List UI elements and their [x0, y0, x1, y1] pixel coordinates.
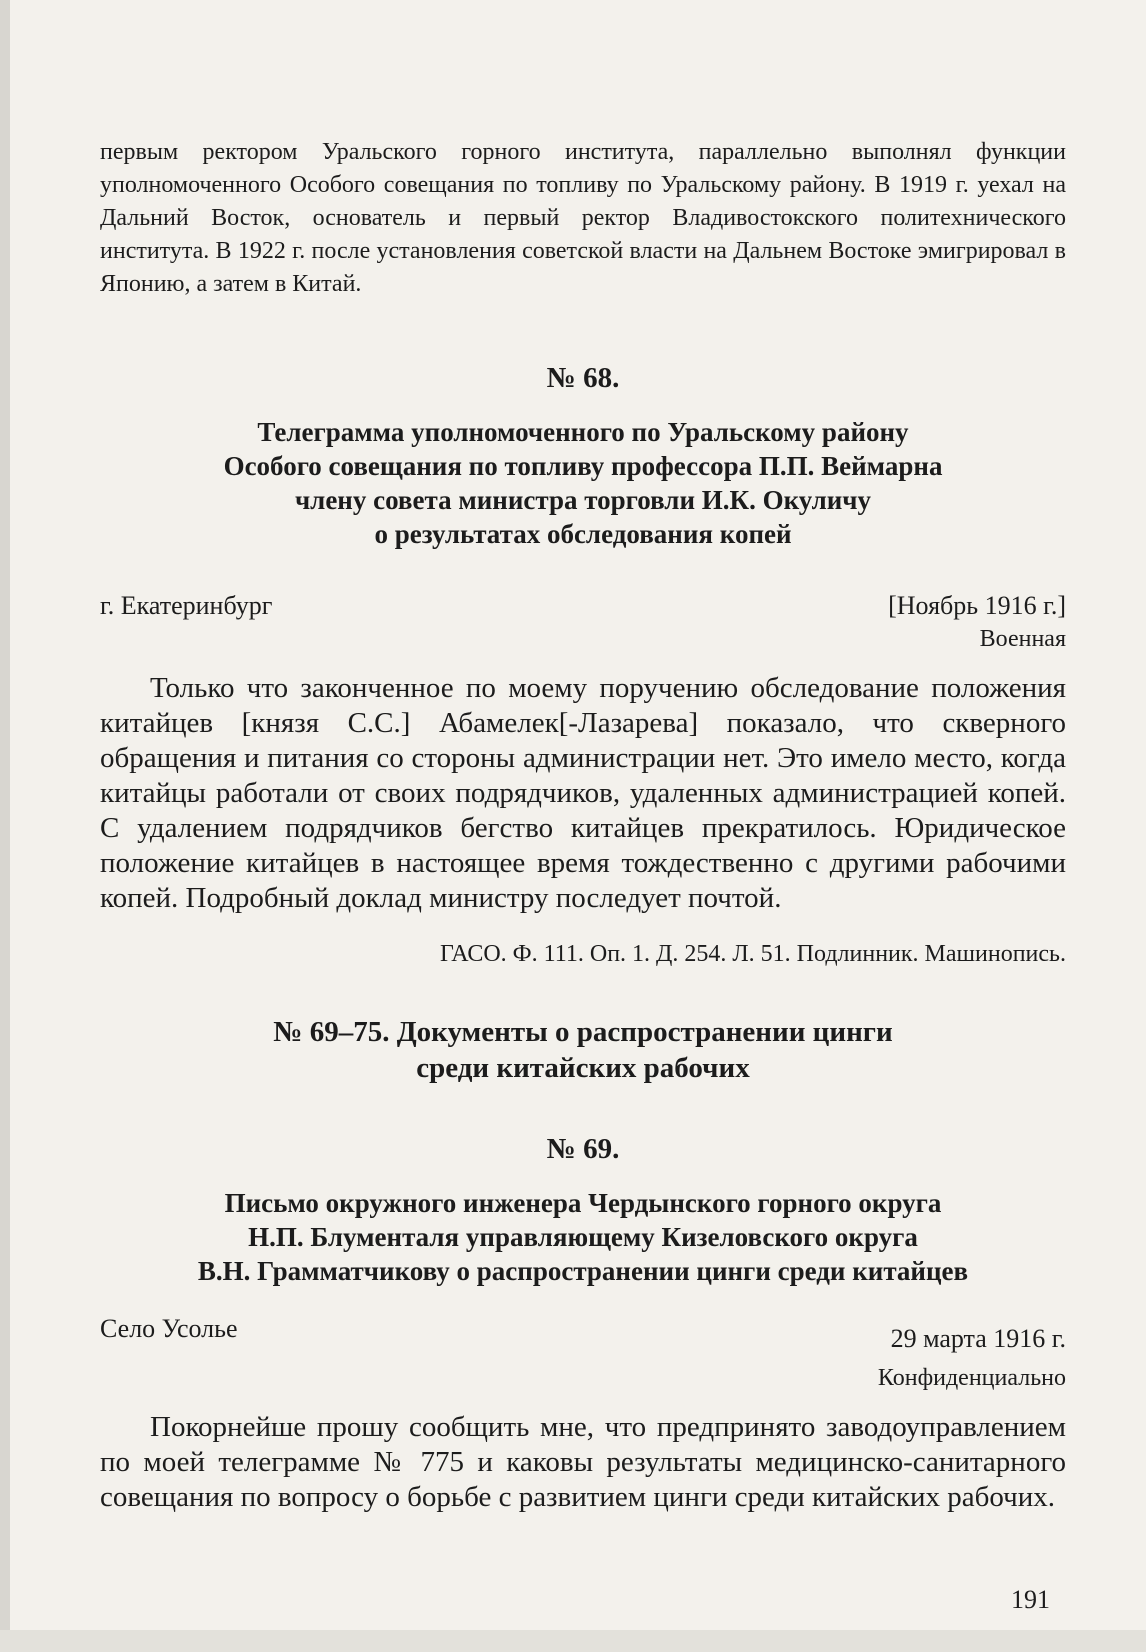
- doc69-body: [100, 1410, 1066, 1515]
- group-title-line: среди китайских рабочих: [416, 1052, 750, 1084]
- doc69-place: Село Усолье: [100, 1314, 238, 1343]
- intro-note-text: первым ректором Уральского горного института, параллельно выполнял функции уполномоченного Особого совещания по топливу по Уральскому району. В 1919 г. уехал на Дальний Восток, основатель и первый ректор Владивостокского политехнического института. В 1922 г. после установления советской власти на Дальнем Востоке эмигрировал в Японию, а затем в Китай.: [100, 139, 1066, 297]
- doc69-title: [100, 1186, 1066, 1288]
- doc68-title-line: о результатах обследования копей: [374, 519, 792, 549]
- doc68-date: [Ноябрь 1916 г.]: [888, 591, 1066, 620]
- doc69-title-line: В.Н. Грамматчикову о распространении цинги среди китайцев: [197, 1256, 969, 1286]
- doc68-title: [100, 415, 1066, 551]
- doc68-archive-reference: ГАСО. Ф. 111. Оп. 1. Д. 254. Л. 51. Подлинник. Машинопись.: [439, 941, 1066, 967]
- doc69-classification: Конфиденциально: [877, 1365, 1066, 1391]
- doc68-text: Только что законченное по моему поручению обследование положения китайцев [князя С.С.] Абамелек[-Лазарева] показало, что скверного обращения и питания со стороны администрации нет. Это имело место, когда китайцы работали от своих подрядчиков, удаленных администрацией копей. С удалением подрядчиков бегство китайцев прекратилось. Юридическое положение китайцев в настоящее время тождественно с другими рабочими копей. Подробный доклад министру последует почтой.: [100, 672, 1066, 914]
- page-shadow-left: [0, 0, 10, 1652]
- doc69-title-line: Письмо окружного инженера Чердынского горного округа: [224, 1188, 942, 1218]
- doc69-text: Покорнейше прошу сообщить мне, что предпринято заводоуправлением по моей телеграмме № 775 и каковы результаты медицинско-санитарного совещания по вопросу о борьбе с развитием цинги среди китайских рабочих.: [100, 1411, 1066, 1513]
- doc68-place-date: [100, 589, 1066, 623]
- doc68-classification: Военная: [979, 626, 1066, 652]
- footnote-continuation: [100, 136, 1066, 301]
- doc68-title-line: Особого совещания по топливу профессора П.П. Веймарна: [223, 451, 943, 481]
- doc69-title-line: Н.П. Блументаля управляющему Кизеловского округа: [248, 1222, 918, 1252]
- group-heading: [100, 1014, 1066, 1086]
- doc69-place-date: [100, 1312, 1066, 1356]
- doc69-number: № 69.: [546, 1133, 620, 1165]
- group-title-line: № 69–75. Документы о распространении цинги: [273, 1016, 893, 1048]
- doc68-place: г. Екатеринбург: [100, 591, 273, 620]
- doc68-body: [100, 671, 1066, 916]
- page-shadow-bottom: [0, 1630, 1146, 1652]
- page-number: 191: [1011, 1585, 1050, 1614]
- doc68-title-line: Телеграмма уполномоченного по Уральскому району: [257, 417, 909, 447]
- doc68-title-line: члену совета министра торговли И.К. Окуличу: [294, 485, 872, 515]
- doc69-date: 29 марта 1916 г.: [890, 1324, 1066, 1353]
- doc68-number: № 68.: [546, 362, 620, 394]
